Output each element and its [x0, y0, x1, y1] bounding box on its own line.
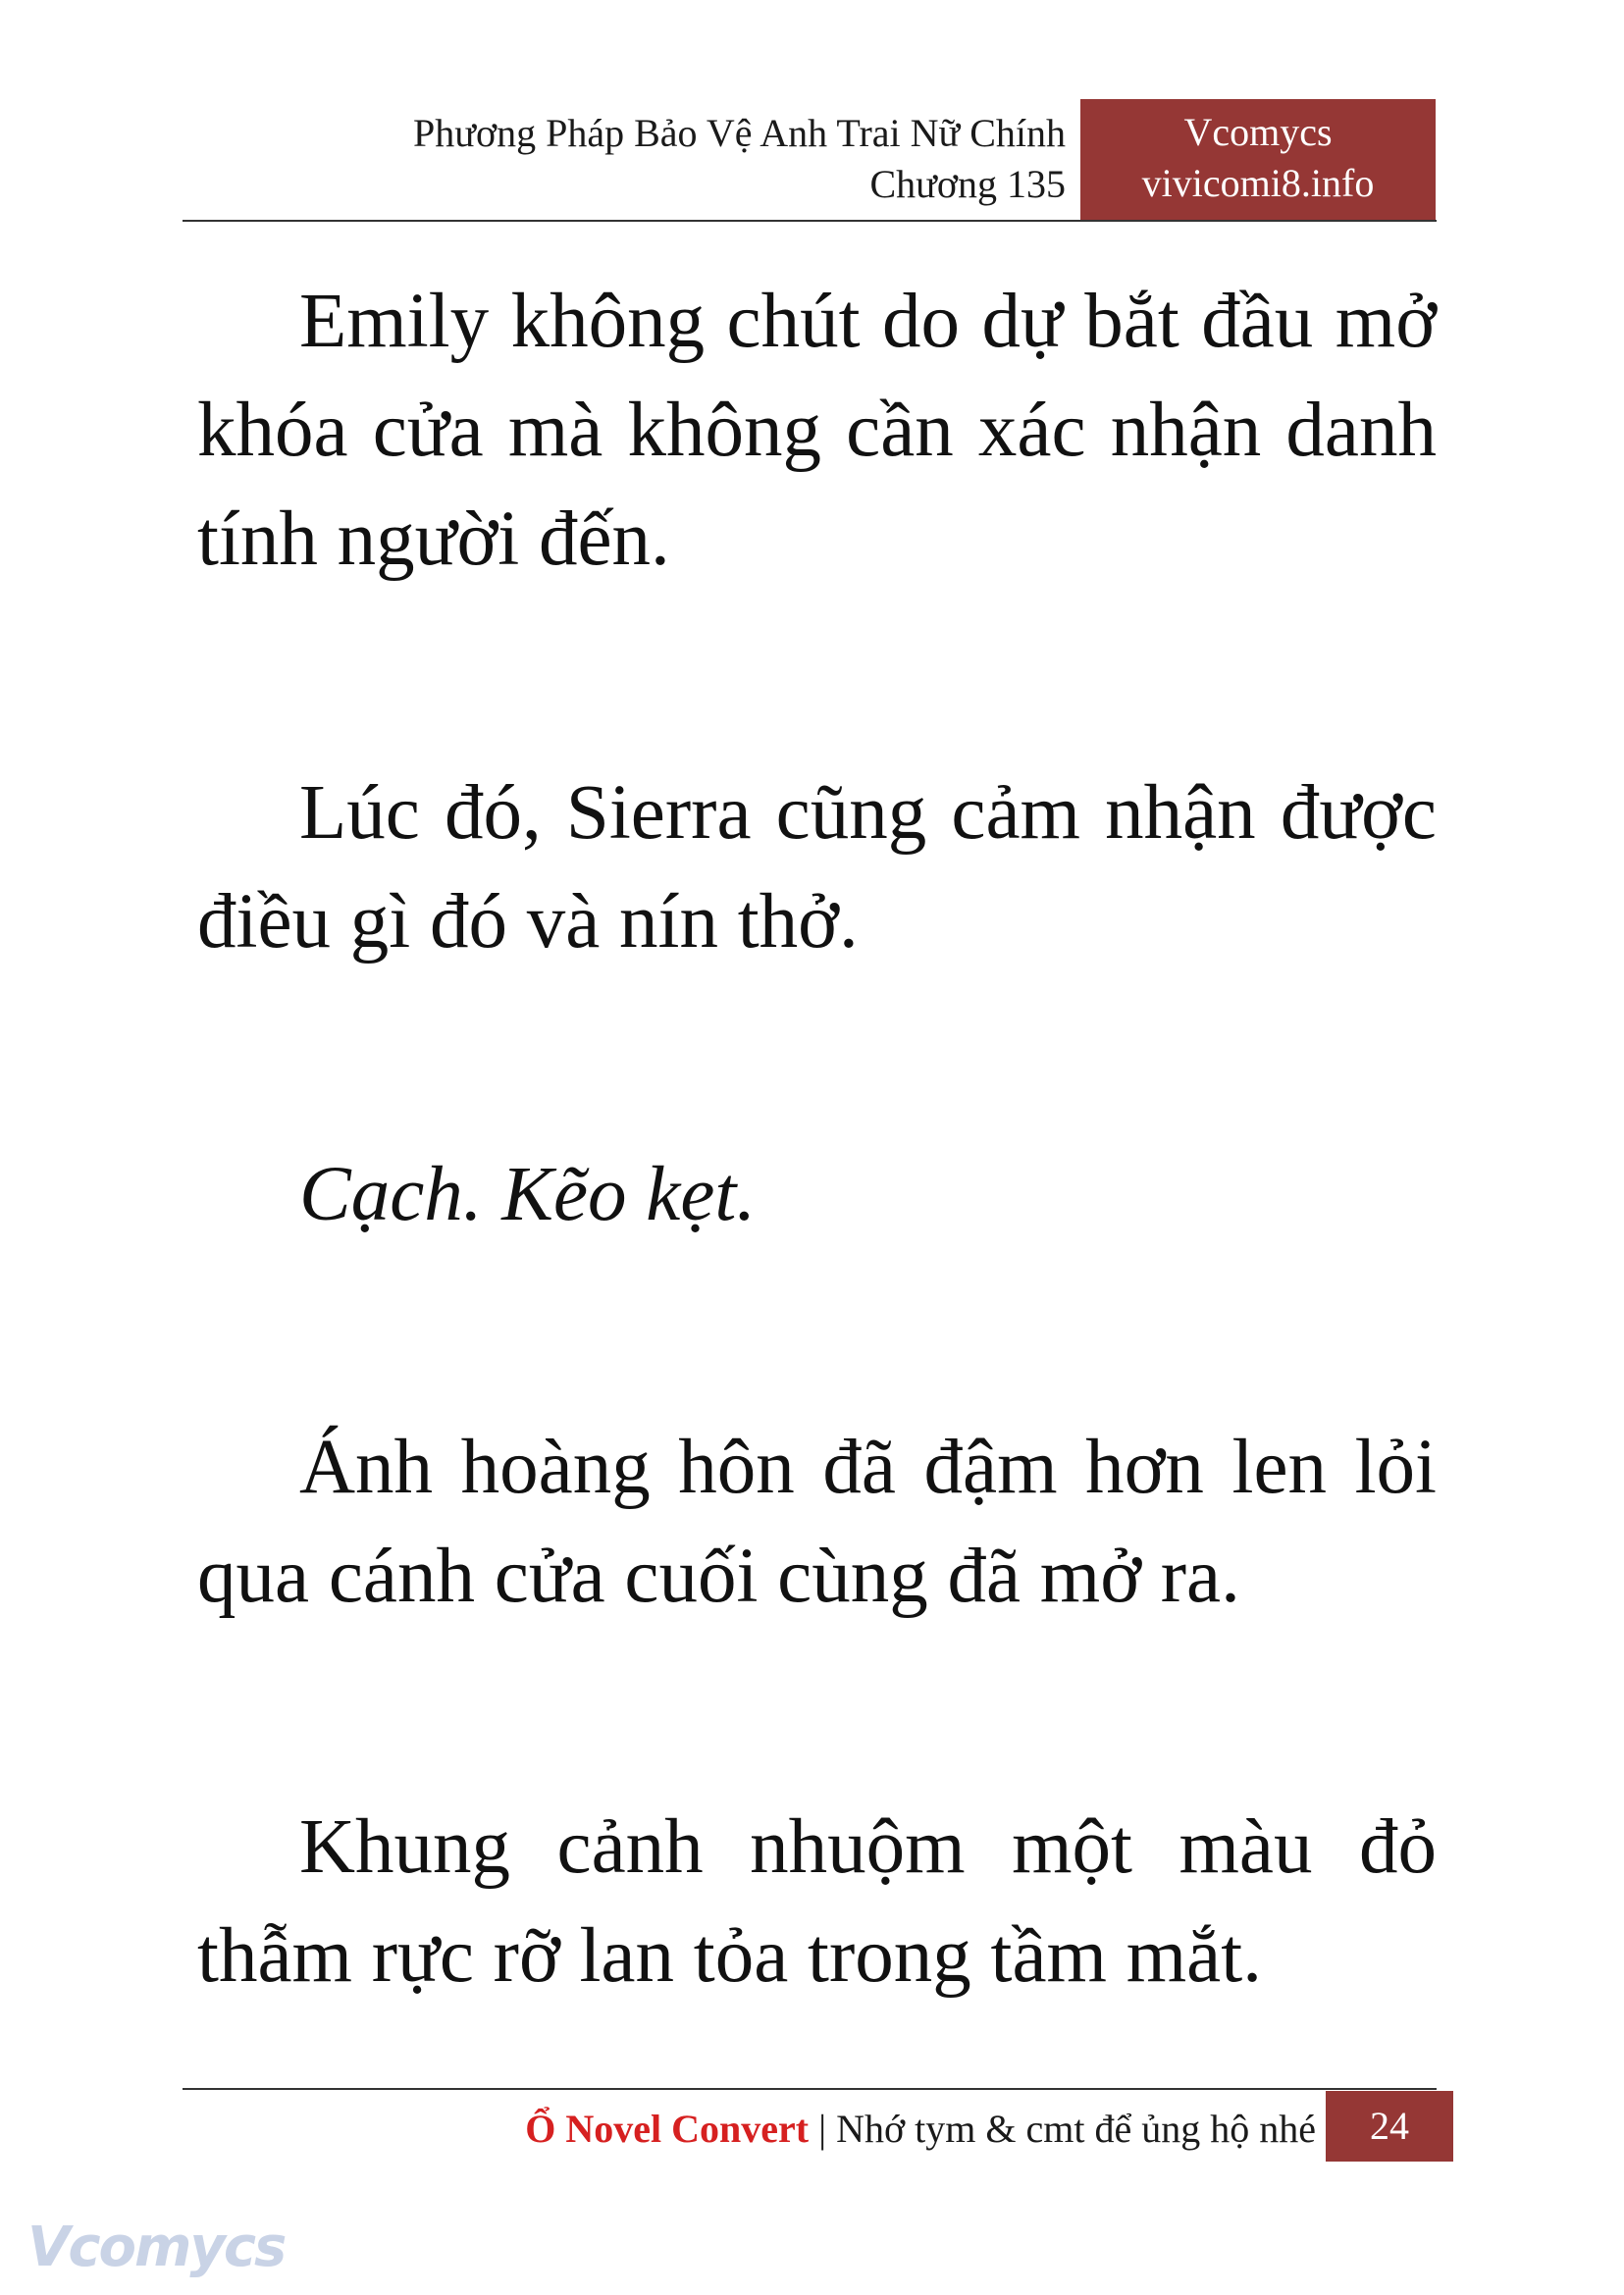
paragraph: Khung cảnh nhuộm một màu đỏ thẫm rực rỡ lan tỏa trong tầm mắt. [197, 1804, 1437, 1999]
page-footer [183, 2100, 1316, 2159]
badge-site-url: vivicomi8.info [1141, 161, 1375, 205]
footer-message: Nhớ tym & cmt để ủng hộ nhé [836, 2107, 1316, 2151]
badge-site-name: Vcomycs [1183, 110, 1333, 154]
paragraph: Lúc đó, Sierra cũng cảm nhận được điều gì đó và nín thở. [197, 770, 1437, 965]
footer-divider [183, 2088, 1437, 2090]
header-divider [183, 220, 1437, 222]
page-number: 24 [1326, 2091, 1453, 2162]
watermark-logo: Vcomycs [27, 2216, 286, 2279]
page-header [183, 108, 1066, 210]
footer-brand: Ổ Novel Convert [525, 2107, 810, 2151]
paragraph-sound-effect: Cạch. Kẽo kẹt. [299, 1152, 757, 1237]
paragraph: Ánh hoàng hôn đã đậm hơn len lỏi qua cánh cửa cuối cùng đã mở ra. [197, 1425, 1437, 1619]
chapter-label: Chương 135 [869, 162, 1066, 206]
book-title: Phương Pháp Bảo Vệ Anh Trai Nữ Chính [413, 111, 1066, 155]
source-badge [1080, 99, 1436, 221]
paragraph: Emily không chút do dự bắt đầu mở khóa cửa mà không cần xác nhận danh tính người đến. [197, 279, 1437, 582]
footer-separator: | [809, 2107, 837, 2151]
